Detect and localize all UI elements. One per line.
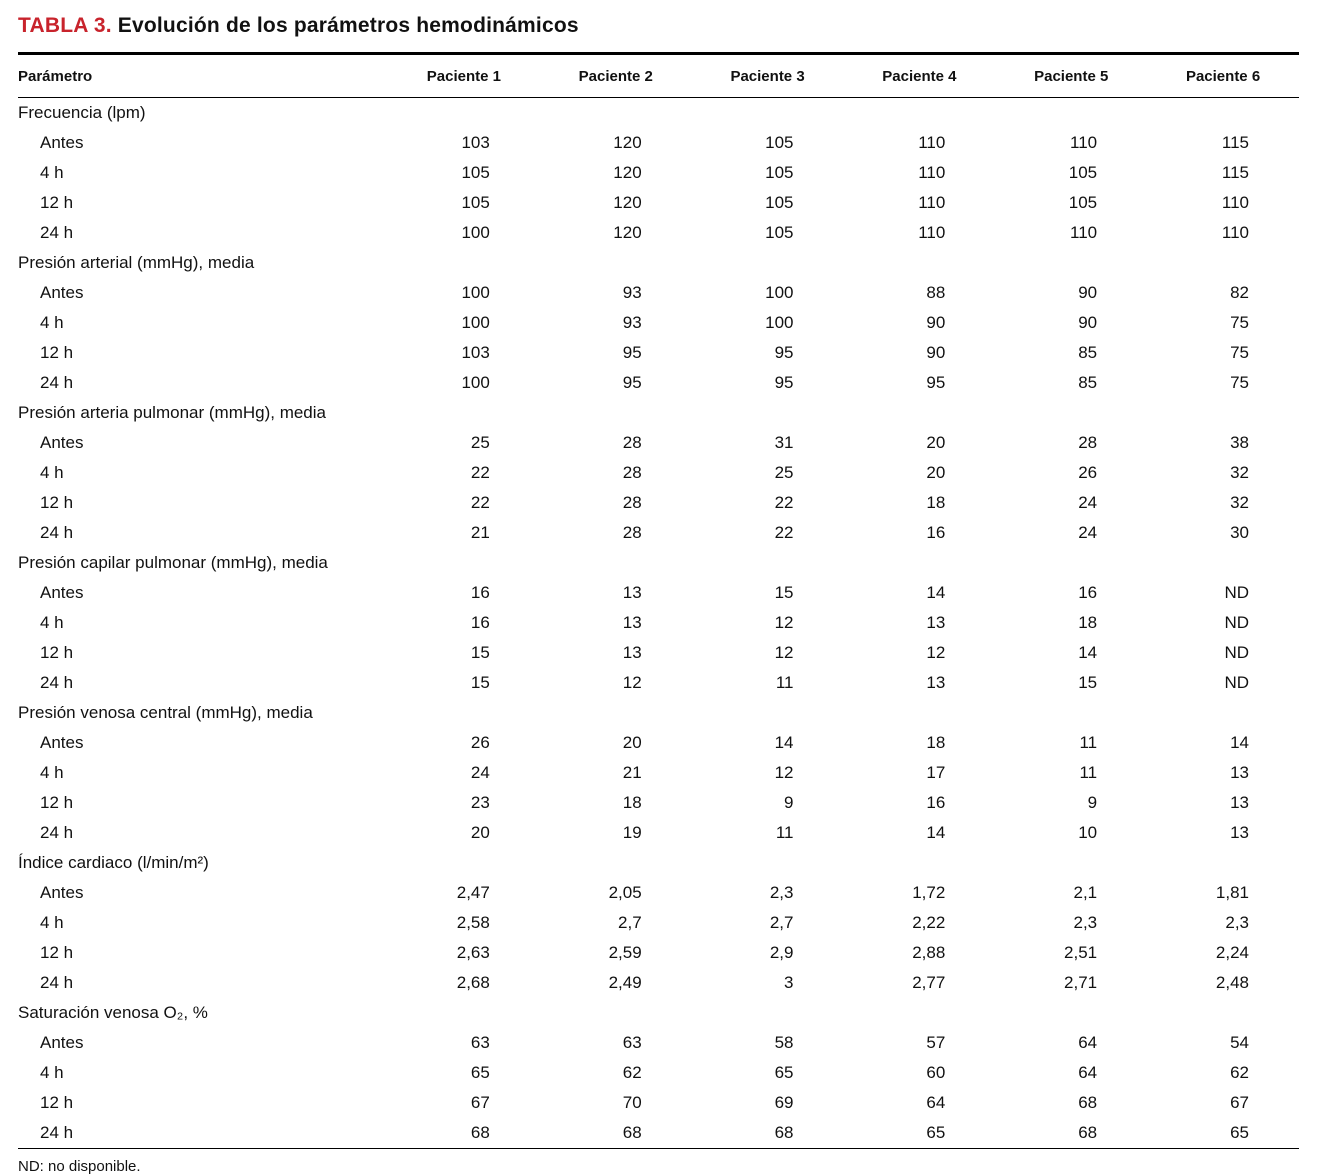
value-cell: 17: [926, 763, 946, 782]
value-cell: 95: [926, 373, 946, 392]
section-row: [18, 248, 1299, 278]
data-row: [18, 758, 1299, 788]
row-label: 12 h: [40, 193, 74, 212]
value-cell: ND: [1224, 643, 1249, 662]
value-cell: 18: [926, 493, 946, 512]
value-cell: 110: [918, 193, 946, 212]
value-cell: 18: [926, 733, 946, 752]
value-cell: 2,7: [618, 913, 642, 932]
value-cell: 63: [470, 1033, 490, 1052]
row-label: Antes: [40, 583, 84, 602]
value-cell: 67: [1230, 1093, 1249, 1112]
value-cell: 90: [926, 313, 946, 332]
value-cell: 95: [622, 373, 642, 392]
value-cell: 25: [470, 433, 490, 452]
header-row: [18, 54, 1299, 98]
value-cell: 105: [765, 193, 794, 212]
section-label: Presión arteria pulmonar (mmHg), media: [18, 403, 326, 422]
data-row: [18, 158, 1299, 188]
value-cell: 2,68: [456, 973, 490, 992]
value-cell: 90: [1078, 313, 1098, 332]
row-label: 4 h: [40, 163, 64, 182]
value-cell: 100: [765, 283, 794, 302]
data-row: [18, 518, 1299, 548]
value-cell: 31: [774, 433, 794, 452]
column-header: Paciente 3: [692, 54, 844, 98]
value-cell: 2,22: [912, 913, 946, 932]
value-cell: 24: [1078, 523, 1098, 542]
value-cell: 14: [1230, 733, 1249, 752]
value-cell: 24: [470, 763, 490, 782]
value-cell: 58: [774, 1033, 794, 1052]
value-cell: 2,47: [456, 883, 490, 902]
row-label: 12 h: [40, 343, 74, 362]
value-cell: 2,71: [1064, 973, 1098, 992]
value-cell: 14: [926, 583, 946, 602]
row-label: Antes: [40, 433, 84, 452]
value-cell: 2,24: [1215, 943, 1249, 962]
value-cell: 24: [1078, 493, 1098, 512]
section-label: Saturación venosa O₂, %: [18, 1003, 208, 1022]
value-cell: 14: [926, 823, 946, 842]
value-cell: 14: [1078, 643, 1098, 662]
data-row: [18, 428, 1299, 458]
row-label: 4 h: [40, 763, 64, 782]
value-cell: 28: [1078, 433, 1098, 452]
data-row: [18, 638, 1299, 668]
value-cell: 15: [774, 583, 794, 602]
data-row: [18, 878, 1299, 908]
value-cell: 22: [774, 523, 794, 542]
value-cell: 13: [1230, 823, 1249, 842]
value-cell: 16: [926, 793, 946, 812]
table-body: [18, 98, 1299, 1149]
row-label: 24 h: [40, 373, 74, 392]
data-row: [18, 458, 1299, 488]
value-cell: 120: [613, 133, 642, 152]
row-label: 24 h: [40, 223, 74, 242]
column-header: Paciente 1: [388, 54, 540, 98]
section-label: Presión capilar pulmonar (mmHg), media: [18, 553, 328, 572]
value-cell: 20: [470, 823, 490, 842]
column-header: Paciente 5: [995, 54, 1147, 98]
value-cell: 64: [1078, 1063, 1098, 1082]
value-cell: 2,05: [608, 883, 642, 902]
value-cell: 105: [461, 163, 490, 182]
row-label: 4 h: [40, 613, 64, 632]
value-cell: 2,58: [456, 913, 490, 932]
data-row: [18, 938, 1299, 968]
value-cell: 67: [470, 1093, 490, 1112]
value-cell: 20: [926, 463, 946, 482]
value-cell: 60: [926, 1063, 946, 1082]
data-row: [18, 278, 1299, 308]
row-label: 12 h: [40, 493, 74, 512]
value-cell: 13: [1230, 763, 1249, 782]
value-cell: 85: [1078, 343, 1098, 362]
value-cell: 110: [918, 223, 946, 242]
value-cell: 95: [774, 343, 794, 362]
value-cell: 100: [461, 283, 490, 302]
value-cell: 10: [1078, 823, 1098, 842]
data-row: [18, 788, 1299, 818]
value-cell: 2,77: [912, 973, 946, 992]
value-cell: 12: [926, 643, 946, 662]
value-cell: 28: [622, 463, 642, 482]
value-cell: 12: [774, 613, 794, 632]
value-cell: 2,51: [1064, 943, 1098, 962]
value-cell: 69: [774, 1093, 794, 1112]
value-cell: 105: [765, 133, 794, 152]
value-cell: 1,81: [1215, 883, 1249, 902]
value-cell: 11: [1079, 733, 1098, 752]
value-cell: 68: [1078, 1093, 1098, 1112]
row-label: 12 h: [40, 1093, 74, 1112]
value-cell: 32: [1230, 493, 1249, 512]
value-cell: ND: [1224, 583, 1249, 602]
value-cell: 13: [926, 613, 946, 632]
value-cell: 68: [470, 1123, 490, 1142]
value-cell: 15: [1078, 673, 1098, 692]
value-cell: 65: [1230, 1123, 1249, 1142]
value-cell: 13: [622, 643, 642, 662]
parameter-column-header: Parámetro: [18, 54, 388, 98]
value-cell: 28: [622, 493, 642, 512]
data-row: [18, 1028, 1299, 1058]
data-row: [18, 188, 1299, 218]
data-row: [18, 908, 1299, 938]
value-cell: 12: [622, 673, 642, 692]
value-cell: 75: [1230, 373, 1249, 392]
value-cell: 100: [461, 223, 490, 242]
section-label: Presión arterial (mmHg), media: [18, 253, 255, 272]
section-label: Presión venosa central (mmHg), media: [18, 703, 313, 722]
value-cell: 22: [470, 463, 490, 482]
row-label: 12 h: [40, 943, 74, 962]
value-cell: 75: [1230, 343, 1249, 362]
value-cell: 65: [470, 1063, 490, 1082]
value-cell: 21: [470, 523, 490, 542]
value-cell: 22: [470, 493, 490, 512]
value-cell: 13: [622, 583, 642, 602]
value-cell: 20: [622, 733, 642, 752]
value-cell: 110: [918, 133, 946, 152]
data-row: [18, 1118, 1299, 1149]
value-cell: 16: [926, 523, 946, 542]
table-number: TABLA 3.: [18, 14, 112, 37]
value-cell: 103: [461, 343, 490, 362]
value-cell: 2,3: [1225, 913, 1249, 932]
data-row: [18, 818, 1299, 848]
value-cell: 105: [1068, 163, 1098, 182]
value-cell: 63: [622, 1033, 642, 1052]
section-row: [18, 998, 1299, 1028]
value-cell: 103: [461, 133, 490, 152]
data-row: [18, 218, 1299, 248]
value-cell: 75: [1230, 313, 1249, 332]
value-cell: 95: [774, 373, 794, 392]
data-row: [18, 488, 1299, 518]
value-cell: 16: [470, 613, 490, 632]
value-cell: 19: [622, 823, 642, 842]
value-cell: 13: [926, 673, 946, 692]
column-header: Paciente 6: [1147, 54, 1299, 98]
value-cell: 100: [461, 373, 490, 392]
data-row: [18, 338, 1299, 368]
value-cell: 62: [1230, 1063, 1249, 1082]
value-cell: 25: [774, 463, 794, 482]
value-cell: 13: [622, 613, 642, 632]
value-cell: 2,48: [1215, 973, 1249, 992]
data-row: [18, 968, 1299, 998]
table-head: [18, 54, 1299, 98]
row-label: 24 h: [40, 673, 74, 692]
section-label: Frecuencia (lpm): [18, 103, 146, 122]
value-cell: 110: [1221, 223, 1249, 242]
value-cell: 16: [1078, 583, 1098, 602]
value-cell: 95: [622, 343, 642, 362]
value-cell: 18: [622, 793, 642, 812]
value-cell: 20: [926, 433, 946, 452]
value-cell: 2,3: [769, 883, 794, 902]
row-label: 24 h: [40, 823, 74, 842]
value-cell: 115: [1221, 163, 1249, 182]
value-cell: 1,72: [912, 883, 946, 902]
data-row: [18, 668, 1299, 698]
row-label: Antes: [40, 733, 84, 752]
section-label: Índice cardiaco (l/min/m²): [18, 853, 209, 872]
section-row: [18, 698, 1299, 728]
row-label: 4 h: [40, 1063, 64, 1082]
hemodynamics-table: [18, 52, 1299, 1149]
value-cell: 2,49: [608, 973, 642, 992]
value-cell: 82: [1230, 283, 1249, 302]
value-cell: 70: [622, 1093, 642, 1112]
value-cell: 21: [622, 763, 642, 782]
row-label: 24 h: [40, 523, 74, 542]
value-cell: 110: [1070, 133, 1098, 152]
data-row: [18, 608, 1299, 638]
value-cell: 2,7: [769, 913, 794, 932]
value-cell: 32: [1230, 463, 1249, 482]
value-cell: 88: [926, 283, 946, 302]
value-cell: 9: [784, 793, 794, 812]
value-cell: 64: [1078, 1033, 1098, 1052]
value-cell: 2,3: [1073, 913, 1098, 932]
value-cell: 14: [774, 733, 794, 752]
value-cell: 12: [774, 763, 794, 782]
table-caption: Evolución de los parámetros hemodinámicos: [117, 14, 579, 37]
table-footnote: ND: no disponible.: [18, 1158, 141, 1175]
value-cell: 16: [470, 583, 490, 602]
row-label: 24 h: [40, 1123, 74, 1142]
value-cell: 28: [622, 523, 642, 542]
value-cell: 68: [622, 1123, 642, 1142]
value-cell: 105: [765, 163, 794, 182]
row-label: Antes: [40, 883, 84, 902]
value-cell: 105: [461, 193, 490, 212]
value-cell: 68: [1078, 1123, 1098, 1142]
row-label: Antes: [40, 133, 84, 152]
row-label: 4 h: [40, 913, 64, 932]
value-cell: 9: [1087, 793, 1098, 812]
value-cell: 93: [622, 313, 642, 332]
value-cell: 120: [613, 223, 642, 242]
data-row: [18, 1088, 1299, 1118]
value-cell: 15: [470, 643, 490, 662]
value-cell: 38: [1230, 433, 1249, 452]
row-label: 4 h: [40, 313, 64, 332]
value-cell: 90: [1078, 283, 1098, 302]
value-cell: 68: [774, 1123, 794, 1142]
value-cell: 11: [1079, 763, 1098, 782]
value-cell: 2,88: [912, 943, 946, 962]
value-cell: 105: [765, 223, 794, 242]
value-cell: 26: [470, 733, 490, 752]
value-cell: 110: [918, 163, 946, 182]
value-cell: 11: [775, 823, 794, 842]
value-cell: 100: [461, 313, 490, 332]
row-label: Antes: [40, 1033, 84, 1052]
value-cell: 2,63: [456, 943, 490, 962]
column-header: Paciente 2: [540, 54, 692, 98]
value-cell: 23: [470, 793, 490, 812]
row-label: 24 h: [40, 973, 74, 992]
value-cell: 12: [774, 643, 794, 662]
data-row: [18, 368, 1299, 398]
data-row: [18, 128, 1299, 158]
table-title: [18, 14, 1299, 38]
value-cell: 100: [765, 313, 794, 332]
section-row: [18, 98, 1299, 129]
value-cell: 15: [470, 673, 490, 692]
value-cell: 18: [1078, 613, 1098, 632]
column-header: Paciente 4: [843, 54, 995, 98]
value-cell: 90: [926, 343, 946, 362]
value-cell: 2,59: [608, 943, 642, 962]
value-cell: 22: [774, 493, 794, 512]
data-row: [18, 578, 1299, 608]
value-cell: 2,1: [1073, 883, 1098, 902]
value-cell: 11: [775, 673, 794, 692]
value-cell: 64: [926, 1093, 946, 1112]
value-cell: 110: [1221, 193, 1249, 212]
value-cell: ND: [1224, 673, 1249, 692]
value-cell: 105: [1068, 193, 1098, 212]
value-cell: 57: [926, 1033, 946, 1052]
value-cell: 28: [622, 433, 642, 452]
value-cell: 13: [1230, 793, 1249, 812]
section-row: [18, 548, 1299, 578]
value-cell: 120: [613, 193, 642, 212]
value-cell: 65: [926, 1123, 946, 1142]
value-cell: ND: [1224, 613, 1249, 632]
row-label: 4 h: [40, 463, 64, 482]
value-cell: 2,9: [769, 943, 794, 962]
value-cell: 85: [1078, 373, 1098, 392]
value-cell: 65: [774, 1063, 794, 1082]
data-row: [18, 728, 1299, 758]
row-label: 12 h: [40, 793, 74, 812]
value-cell: 120: [613, 163, 642, 182]
data-row: [18, 1058, 1299, 1088]
section-row: [18, 398, 1299, 428]
data-row: [18, 308, 1299, 338]
value-cell: 3: [784, 973, 794, 992]
value-cell: 62: [622, 1063, 642, 1082]
row-label: 12 h: [40, 643, 74, 662]
value-cell: 110: [1070, 223, 1098, 242]
row-label: Antes: [40, 283, 84, 302]
value-cell: 30: [1230, 523, 1249, 542]
value-cell: 54: [1230, 1033, 1249, 1052]
value-cell: 26: [1078, 463, 1098, 482]
value-cell: 115: [1221, 133, 1249, 152]
section-row: [18, 848, 1299, 878]
value-cell: 93: [622, 283, 642, 302]
